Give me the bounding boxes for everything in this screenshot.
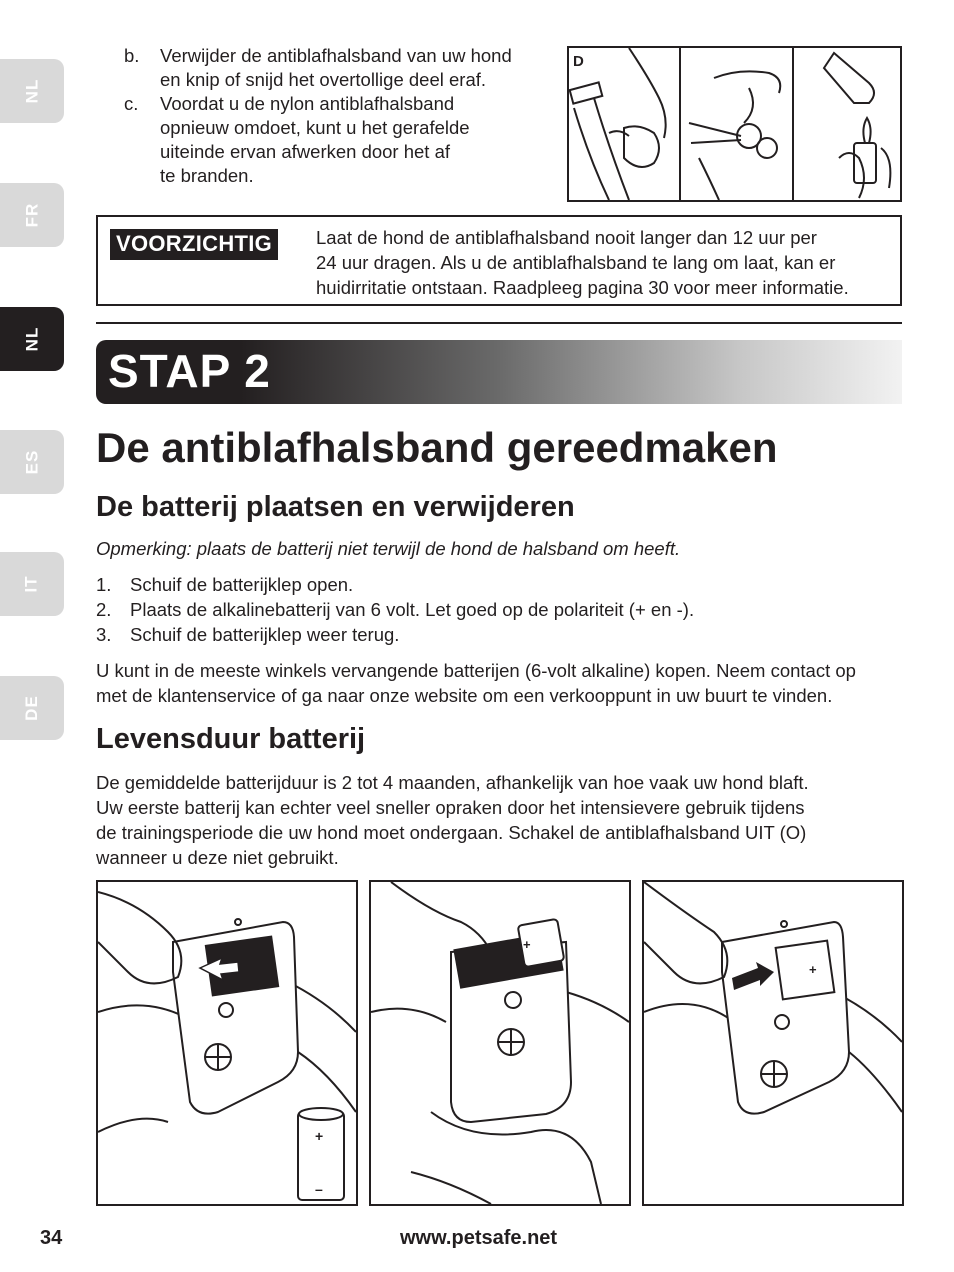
- collar-trimming-illustration: [569, 48, 900, 200]
- paragraph-line: met de klantenservice of ga naar onze website om een verkooppunt in uw buurt te vinden.: [96, 685, 833, 706]
- page-heading: De antiblafhalsband gereedmaken: [96, 424, 778, 471]
- collar-open-illustration: [98, 882, 356, 1204]
- battery-plus-label: +: [315, 1128, 324, 1144]
- step-banner-title: STAP 2: [108, 345, 271, 397]
- battery-steps: [96, 572, 694, 647]
- caution-line: huidirritatie ontstaan. Raadpleeg pagina 30 voor meer informatie.: [316, 277, 849, 298]
- step-text: [160, 92, 470, 188]
- step-line: opnieuw omdoet, kunt u het gerafelde: [160, 117, 470, 138]
- list-item: [96, 572, 694, 597]
- figure-open-battery-cover: [96, 880, 358, 1206]
- step-text: Schuif de batterijklep open.: [130, 574, 354, 595]
- battery-minus-label: –: [315, 1181, 323, 1197]
- trim-instructions: [124, 44, 554, 188]
- language-tab-label: ES: [22, 449, 41, 475]
- language-tab-label: IT: [21, 575, 41, 593]
- step-b: [124, 44, 554, 92]
- caution-line: Laat de hond de antiblafhalsband nooit langer dan 12 uur per: [316, 227, 817, 248]
- battery-note: Opmerking: plaats de batterij niet terwijl de hond de halsband om heeft.: [96, 538, 681, 559]
- step-text: [160, 44, 512, 92]
- paragraph-line: Uw eerste batterij kan echter veel sneller opraken door het intensievere gebruik tijdens: [96, 797, 805, 818]
- language-tab-fr[interactable]: [0, 183, 64, 247]
- step-line: te branden.: [160, 165, 254, 186]
- footer-url[interactable]: www.petsafe.net: [400, 1227, 558, 1249]
- collar-close-illustration: [644, 882, 902, 1204]
- step-number: 1.: [96, 574, 112, 595]
- step-line: Verwijder de antiblafhalsband van uw hond: [160, 45, 512, 66]
- step-number: 2.: [96, 599, 112, 620]
- figure-insert-battery: [369, 880, 631, 1206]
- step-text: Plaats de alkalinebatterij van 6 volt. Let goed op de polariteit (+ en -).: [130, 599, 695, 620]
- step-line: en knip of snijd het overtollige deel eraf.: [160, 69, 487, 90]
- caution-box: [96, 215, 902, 306]
- language-tab-nl[interactable]: [0, 59, 64, 123]
- divider: [96, 322, 902, 324]
- step-banner: [96, 340, 902, 404]
- language-tab-label: DE: [22, 695, 41, 721]
- paragraph-line: De gemiddelde batterijduur is 2 tot 4 maanden, afhankelijk van hoe vaak uw hond blaft.: [96, 772, 809, 793]
- step-line: uiteinde ervan afwerken door het af: [160, 141, 451, 162]
- step-letter: b.: [124, 45, 140, 66]
- language-tab-de[interactable]: [0, 676, 64, 740]
- language-tab-es[interactable]: [0, 430, 64, 494]
- battery-life-paragraph: [96, 770, 906, 870]
- caution-label: VOORZICHTIG: [110, 229, 278, 260]
- list-item: [96, 622, 694, 647]
- caution-text: [316, 225, 891, 300]
- section-title-battery-life: Levensduur batterij: [96, 723, 366, 755]
- paragraph-line: wanneer u deze niet gebruikt.: [96, 847, 339, 868]
- section-title-battery: De batterij plaatsen en verwijderen: [96, 491, 575, 523]
- figure-d-collar-trimming: [567, 46, 902, 202]
- language-tab-nl-active[interactable]: [0, 307, 64, 371]
- battery-plus-label: +: [809, 962, 817, 977]
- step-number: 3.: [96, 624, 112, 645]
- caution-line: 24 uur dragen. Als u de antiblafhalsband te lang om laat, kan er: [316, 252, 836, 273]
- list-item: [96, 597, 694, 622]
- step-letter: c.: [124, 93, 139, 114]
- language-tab-label: NL: [21, 78, 41, 104]
- page-number: 34: [40, 1227, 63, 1249]
- step-text: Schuif de batterijklep weer terug.: [130, 624, 400, 645]
- battery-plus-label: +: [523, 937, 531, 952]
- step-line: Voordat u de nylon antiblafhalsband: [160, 93, 455, 114]
- figure-d-label: D: [573, 53, 584, 70]
- paragraph-line: U kunt in de meeste winkels vervangende batterijen (6-volt alkaline) kopen. Neem contact op: [96, 660, 856, 681]
- insert-battery-illustration: [371, 882, 629, 1204]
- battery-purchase-paragraph: [96, 658, 906, 708]
- step-c: [124, 92, 554, 188]
- language-tab-it[interactable]: [0, 552, 64, 616]
- language-tab-label: NL: [21, 326, 41, 352]
- paragraph-line: de trainingsperiode die uw hond moet ondergaan. Schakel de antiblafhalsband UIT (O): [96, 822, 807, 843]
- figure-close-battery-cover: [642, 880, 904, 1206]
- language-tab-label: FR: [21, 202, 41, 228]
